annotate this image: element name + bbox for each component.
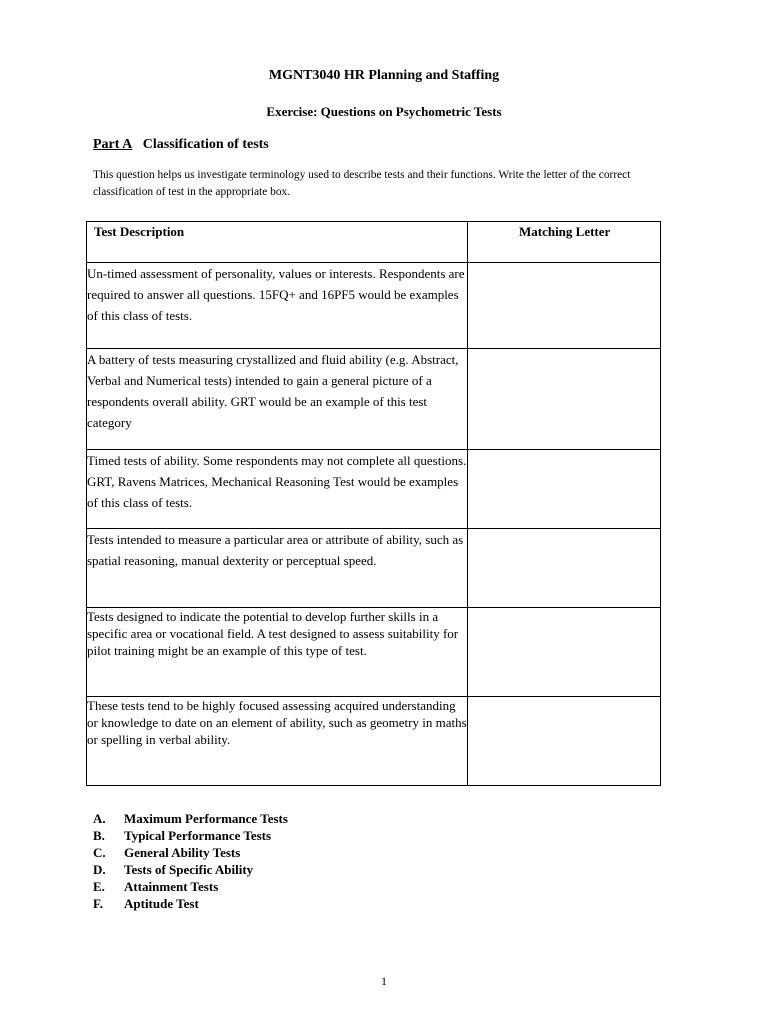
list-item [93,827,288,844]
option-letter: F. [93,896,103,911]
test-description-cell: Tests intended to measure a particular area or attribute of ability, such as spatial reasoning, manual dexterity or perceptual speed. [87,529,468,608]
matching-letter-box[interactable] [468,608,661,697]
test-description-cell: Un-timed assessment of personality, values or interests. Respondents are required to answer all questions. 15FQ+ and 16PF5 would be examples of this class of tests. [87,263,468,349]
table-row [87,697,661,786]
list-item [93,844,288,861]
option-letter: C. [93,845,106,860]
matching-letter-box[interactable] [468,349,661,450]
matching-letter-box[interactable] [468,529,661,608]
option-letter: B. [93,828,105,843]
table-row [87,349,661,450]
table-row [87,608,661,697]
option-letter: D. [93,862,106,877]
list-item [93,810,288,827]
option-label: General Ability Tests [124,845,241,860]
table-row [87,529,661,608]
part-title: Classification of tests [142,137,269,152]
option-label: Maximum Performance Tests [124,811,288,826]
option-label: Attainment Tests [124,879,219,894]
exercise-title: Exercise: Questions on Psychometric Tests [266,104,502,119]
test-description-cell: Tests designed to indicate the potential to develop further skills in a specific area or vocational field. A test designed to assess suitability for pilot training might be an example of this type of test. [87,608,468,697]
list-item [93,878,288,895]
classification-options-list [93,810,288,912]
table-row [87,450,661,529]
test-description-cell: A battery of tests measuring crystallized and fluid ability (e.g. Abstract, Verbal and Numerical tests) intended to gain a general picture of a respondents overall ability. GRT would be an example of this test category [87,349,468,450]
test-description-cell: These tests tend to be highly focused assessing acquired understanding or knowledge to date on an element of ability, such as geometry in maths or spelling in verbal ability. [87,697,468,786]
list-item [93,895,288,912]
option-letter: A. [93,811,106,826]
matching-letter-box[interactable] [468,697,661,786]
intro-paragraph: This question helps us investigate terminology used to describe tests and their functions. Write the letter of the correct classification of test in the appropriate box. [93,169,631,198]
header-matching-letter: Matching Letter [468,222,661,263]
matching-letter-box[interactable] [468,263,661,349]
table-row [87,263,661,349]
page-number: 1 [381,974,387,988]
course-title: MGNT3040 HR Planning and Staffing [268,68,500,83]
option-label: Typical Performance Tests [124,828,272,843]
part-label: Part A [93,137,133,152]
option-letter: E. [93,879,105,894]
test-description-cell: Timed tests of ability. Some respondents may not complete all questions. GRT, Ravens Matrices, Mechanical Reasoning Test would be examples of this class of tests. [87,450,468,529]
matching-letter-box[interactable] [468,450,661,529]
list-item [93,861,288,878]
part-heading [93,137,269,153]
classification-table [86,221,661,786]
option-label: Tests of Specific Ability [124,862,254,877]
option-label: Aptitude Test [124,896,199,911]
header-test-description: Test Description [87,222,468,263]
